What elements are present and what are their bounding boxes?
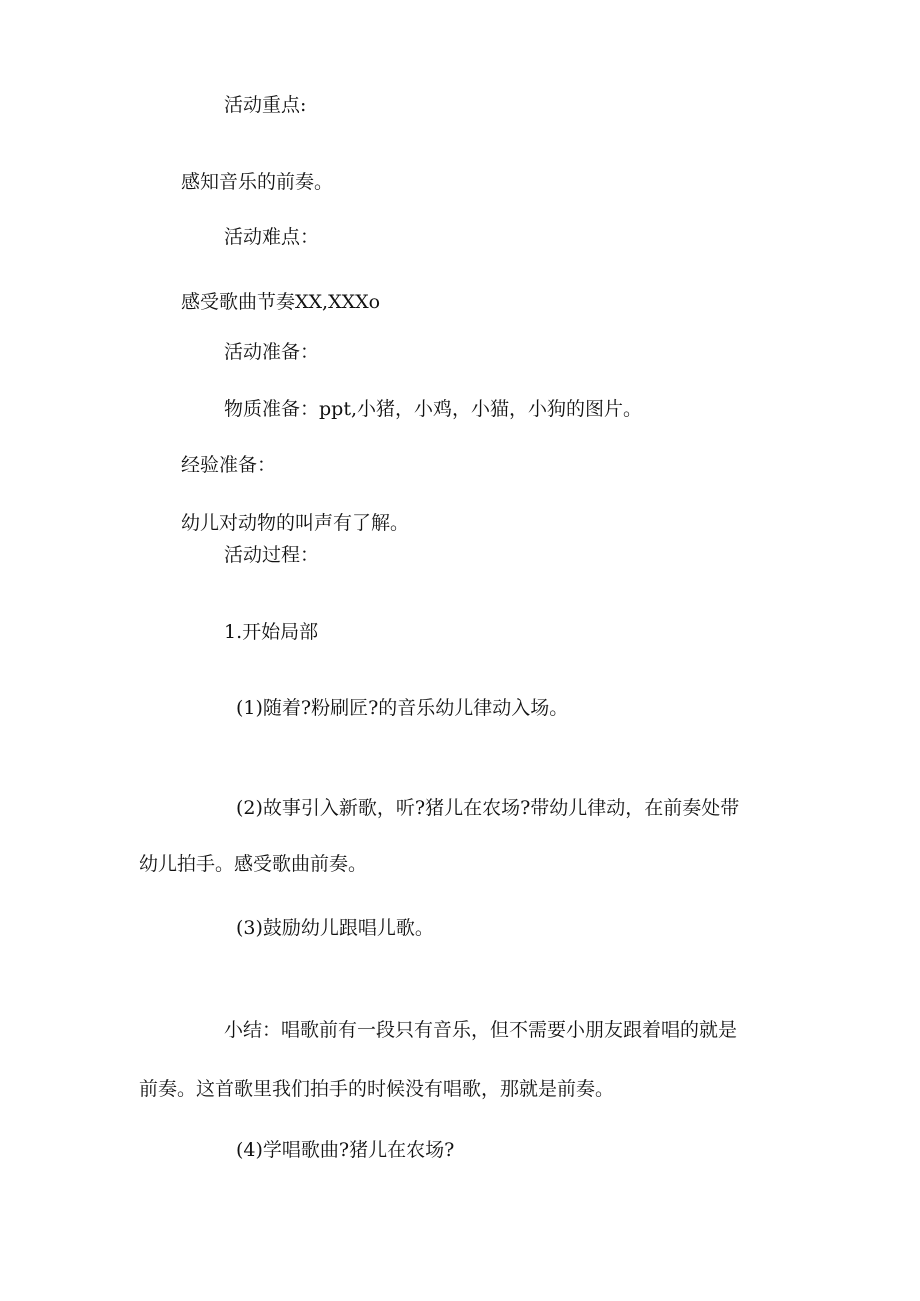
summary-line-1: 小结：唱歌前有一段只有音乐，但不需要小朋友跟着唱的就是 — [224, 1019, 738, 1041]
paragraph-difficulty-content: 感受歌曲节奏XX,XXXo — [181, 291, 381, 313]
step-2-line-2: 幼儿拍手。感受歌曲前奏。 — [139, 853, 368, 875]
step-3: (3)鼓励幼儿跟唱儿歌。 — [236, 917, 434, 939]
heading-activity-preparation: 活动准备： — [224, 341, 320, 363]
summary-line-2: 前奏。这首歌里我们拍手的时候没有唱歌，那就是前奏。 — [139, 1078, 615, 1100]
paragraph-experience-content: 幼儿对动物的叫声有了解。 — [181, 512, 410, 534]
heading-activity-focus: 活动重点: — [224, 94, 307, 116]
heading-experience-preparation: 经验准备： — [181, 454, 277, 476]
paragraph-focus-content: 感知音乐的前奏。 — [181, 171, 334, 193]
heading-activity-process: 活动过程： — [224, 544, 320, 566]
heading-activity-difficulty: 活动难点： — [224, 226, 320, 248]
step-2-line-1: (2)故事引入新歌，听?猪儿在农场?带幼儿律动，在前奏处带 — [236, 797, 740, 819]
step-1: (1)随着?粉刷匠?的音乐幼儿律动入场。 — [236, 697, 569, 719]
paragraph-material-preparation: 物质准备：ppt,小猪，小鸡，小猫，小狗的图片。 — [224, 398, 643, 420]
section-start-part: 1.开始局部 — [224, 621, 319, 643]
step-4: (4)学唱歌曲?猪儿在农场? — [236, 1139, 455, 1161]
